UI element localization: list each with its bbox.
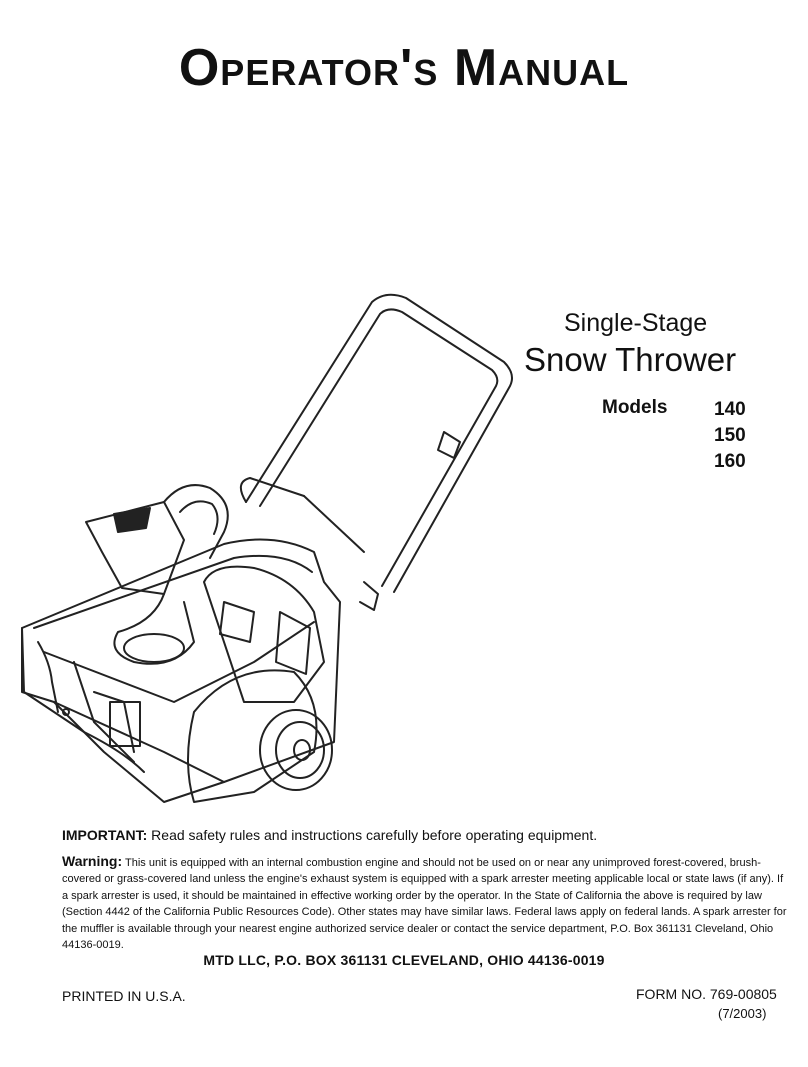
form-number: 769-00805 <box>709 986 777 1002</box>
printed-in: PRINTED IN U.S.A. <box>62 988 186 1004</box>
product-name: Snow Thrower <box>524 341 737 378</box>
warning-text: This unit is equipped with an internal combustion engine and should not be used on or near any unimproved forest-covered, brush-covered or grass-covered land unless the engine's exhaust system is equipped with a spark arrester meeting applicable local or state laws (if any). If a spark arrester is used, it should be maintained in effective working order by the operator. In the State of California the above is required by law (Section 4442 of the California Public Resources Code). Other states may have similar laws. Federal laws apply on federal lands. A spark arrester for the muffler is available through your nearest engine authorized service dealer or contact the service department, P.O. Box 361131 Cleveland, Ohio 44136-0019. <box>62 857 787 952</box>
models-list <box>714 397 746 475</box>
form-label: FORM NO. <box>636 986 706 1002</box>
form-number-line <box>636 986 777 1002</box>
important-label: IMPORTANT: <box>62 827 148 843</box>
product-type: Single-Stage <box>564 309 708 337</box>
warning-notice <box>62 853 787 953</box>
important-text: Read safety rules and instructions carefully before operating equipment. <box>147 827 598 843</box>
company-address: MTD LLC, P.O. BOX 361131 CLEVELAND, OHIO 44136-0019 <box>203 952 605 968</box>
snow-thrower-illustration <box>14 282 534 822</box>
models-label: Models <box>602 397 668 418</box>
form-date: (7/2003) <box>718 1006 767 1021</box>
warning-label: Warning: <box>62 853 123 869</box>
model-item: 160 <box>714 451 746 472</box>
model-item: 150 <box>714 425 746 446</box>
important-notice <box>62 826 782 844</box>
model-item: 140 <box>714 399 746 420</box>
page-title: Operator's Manual <box>178 39 630 97</box>
